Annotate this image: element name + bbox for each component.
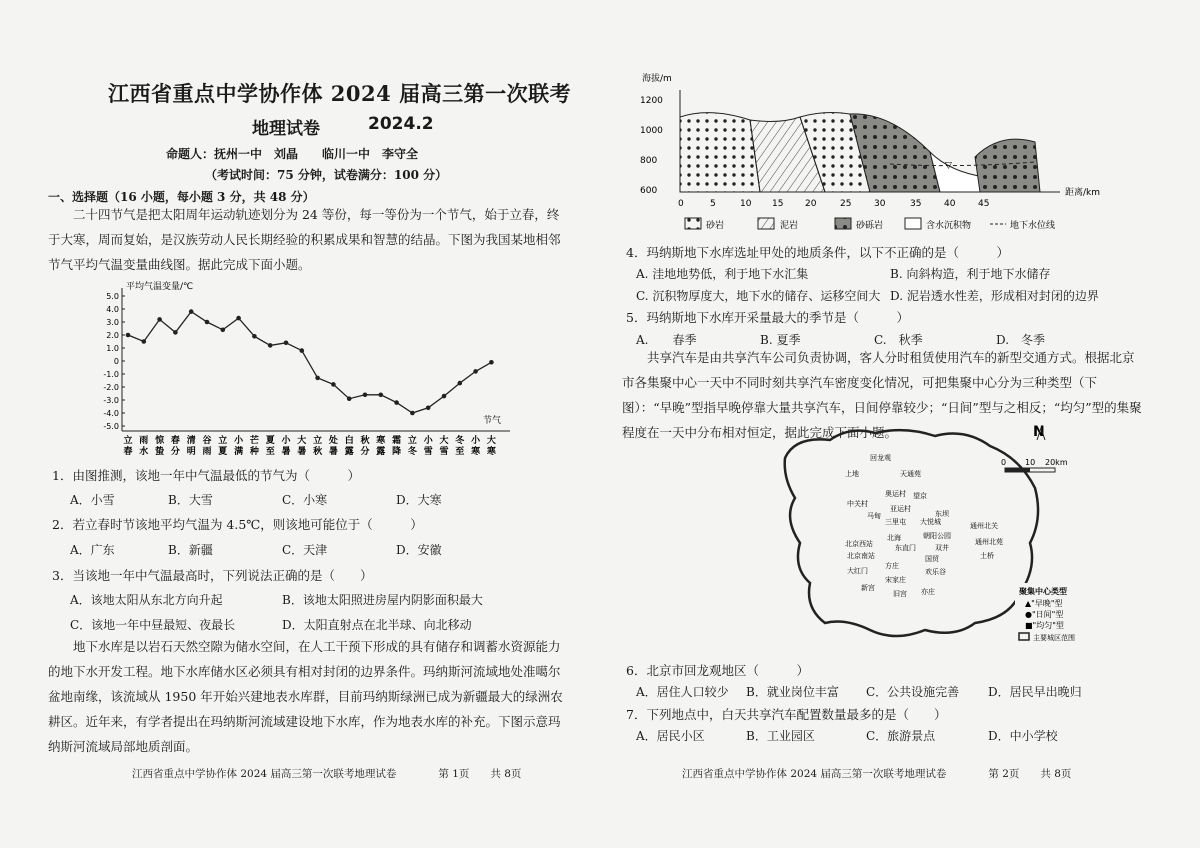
chart-data-point xyxy=(284,341,289,346)
svg-text:30: 30 xyxy=(874,199,886,209)
q6-option-d[interactable]: D．居民早出晚归 xyxy=(988,685,1082,699)
chart-y-tick-label: 4.0 xyxy=(106,305,119,314)
map-legend-title: 聚集中心类型 xyxy=(1019,587,1067,596)
profile-ytick-800: 800 xyxy=(640,156,658,166)
chart-x-tick-label: 小 xyxy=(281,436,291,446)
chart-data-point xyxy=(221,328,226,333)
chart-x-tick-label: 露 xyxy=(344,447,354,457)
profile-ytick-1000: 1000 xyxy=(640,126,663,136)
svg-text:亚运村: 亚运村 xyxy=(890,505,911,513)
q2-option-a[interactable]: A．广东 xyxy=(70,543,115,557)
chart-data-point xyxy=(331,382,336,387)
q6-option-c[interactable]: C．公共设施完善 xyxy=(866,685,960,699)
section-heading: 一、选择题（16 小题，每小题 3 分，共 48 分） xyxy=(48,190,315,204)
svg-text:北京西站: 北京西站 xyxy=(845,540,873,548)
q5-option-d[interactable]: D. 冬季 xyxy=(996,333,1046,347)
svg-text:奥运村: 奥运村 xyxy=(885,490,906,498)
chart-x-tick-label: 明 xyxy=(186,447,196,457)
exam-authors: 命题人：抚州一中 刘晶 临川一中 李守全 xyxy=(166,147,419,161)
question-7: 7．下列地点中，白天共享汽车配置数量最多的是（ ） xyxy=(626,707,947,722)
q7-option-a[interactable]: A．居民小区 xyxy=(636,729,705,743)
chart-x-tick-label: 谷 xyxy=(202,436,212,446)
svg-text:亦庄: 亦庄 xyxy=(921,588,935,596)
exam-info: （考试时间：75 分钟，试卷满分：100 分） xyxy=(205,168,448,182)
exam-title: 江西省重点中学协作体 2024 届高三第一次联考 xyxy=(108,81,572,106)
svg-text:天通苑: 天通苑 xyxy=(900,470,921,478)
profile-ytick-1200: 1200 xyxy=(640,96,663,106)
q7-option-c[interactable]: C．旅游景点 xyxy=(866,729,936,743)
chart-data-point xyxy=(173,330,178,335)
question-5: 5．玛纳斯地下水库开采量最大的季节是（ ） xyxy=(626,310,909,325)
q2-option-d[interactable]: D．安徽 xyxy=(396,543,442,557)
chart-y-tick-label: -5.0 xyxy=(103,422,119,431)
question-2: 2．若立春时节该地平均气温为 4.5℃，则该地可能位于（ ） xyxy=(52,517,423,532)
chart-xlabel: 节气 xyxy=(483,416,502,426)
chart-x-tick-label: 分 xyxy=(170,447,180,457)
q1-option-b[interactable]: B．大雪 xyxy=(168,493,213,507)
chart-y-tick-label: -3.0 xyxy=(103,396,119,405)
svg-text:10: 10 xyxy=(740,199,752,209)
chart-x-tick-label: 小 xyxy=(423,436,433,446)
svg-text:土桥: 土桥 xyxy=(980,552,994,560)
chart-ylabel: 平均气温变量/℃ xyxy=(126,282,194,292)
q7-option-d[interactable]: D．中小学校 xyxy=(988,729,1058,743)
chart-x-ticks xyxy=(123,434,495,457)
chart-x-tick-label: 降 xyxy=(392,447,402,457)
exam-subtitle: 地理试卷 xyxy=(252,119,320,139)
chart-x-tick-label: 寒 xyxy=(486,447,496,457)
chart-x-tick-label: 夏 xyxy=(265,436,275,446)
chart-x-tick-label: 暑 xyxy=(328,447,338,457)
q3-option-a[interactable]: A．该地太阳从东北方向升起 xyxy=(70,593,223,607)
chart-data-point xyxy=(252,334,257,339)
chart-x-tick-label: 立 xyxy=(123,436,133,446)
chart-x-tick-label: 雪 xyxy=(439,447,449,457)
q4-option-c[interactable]: C. 沉积物厚度大，地下水的储存、运移空间大 xyxy=(636,289,881,303)
q1-option-c[interactable]: C．小寒 xyxy=(282,493,328,507)
legend-morning-evening: ▲"早晚"型 xyxy=(1025,599,1063,608)
chart-x-tick-label: 寒 xyxy=(376,436,386,446)
svg-text:北京南站: 北京南站 xyxy=(847,552,875,560)
profile-ylabel: 海拔/m xyxy=(642,74,672,84)
chart-data-point xyxy=(363,393,368,398)
svg-text:20km: 20km xyxy=(1045,458,1068,467)
svg-text:欢乐谷: 欢乐谷 xyxy=(925,568,946,576)
legend-conglomerate: 砂砾岩 xyxy=(856,221,884,231)
svg-text:北海: 北海 xyxy=(887,534,901,542)
chart-data-point xyxy=(268,343,273,348)
page-2 xyxy=(600,0,1200,848)
chart-x-tick-label: 立 xyxy=(218,436,228,446)
chart-x-tick-label: 分 xyxy=(360,447,370,457)
chart-x-tick-label: 大 xyxy=(439,436,449,446)
chart-x-tick-label: 小 xyxy=(471,436,481,446)
chart-data-point xyxy=(442,394,447,399)
chart-y-tick-label: 1.0 xyxy=(106,344,119,353)
legend-water-table: 地下水位线 xyxy=(1010,221,1056,231)
q4-option-b[interactable]: B. 向斜构造，利于地下水储存 xyxy=(890,267,1051,281)
chart-x-tick-label: 霜 xyxy=(392,436,402,446)
chart-data-point xyxy=(473,369,478,374)
chart-data-point xyxy=(189,309,194,314)
q3-option-c[interactable]: C．该地一年中昼最短、夜最长 xyxy=(70,618,236,632)
chart-y-tick-label: 2.0 xyxy=(106,331,119,340)
svg-text:10: 10 xyxy=(1025,458,1036,467)
chart-x-tick-label: 雪 xyxy=(423,447,433,457)
chart-x-tick-label: 惊 xyxy=(155,436,165,446)
svg-text:大悦城: 大悦城 xyxy=(920,518,941,526)
map-place-labels xyxy=(845,453,1003,598)
solar-term-temperature-chart xyxy=(90,280,530,465)
page-2-footer: 江西省重点中学协作体 2024 届高三第一次联考地理试卷 第 2页 共 8页 xyxy=(682,768,1072,780)
chart-x-tick-label: 蛰 xyxy=(155,447,165,457)
question-6: 6．北京市回龙观地区（ ） xyxy=(626,663,809,678)
chart-x-tick-label: 处 xyxy=(328,436,338,446)
svg-text:45: 45 xyxy=(978,199,990,209)
svg-text:大红门: 大红门 xyxy=(847,567,868,575)
profile-xlabel: 距离/km xyxy=(1065,188,1101,198)
svg-text:中关村: 中关村 xyxy=(847,500,868,508)
legend-daytime: ●"日间"型 xyxy=(1025,610,1064,619)
svg-text:新宫: 新宫 xyxy=(861,584,875,592)
chart-x-tick-label: 暑 xyxy=(297,447,307,457)
q2-option-b[interactable]: B．新疆 xyxy=(168,543,213,557)
svg-text:旧宫: 旧宫 xyxy=(893,590,907,598)
chart-x-tick-label: 立 xyxy=(407,436,417,446)
chart-x-tick-label: 春 xyxy=(170,436,180,446)
intro-paragraph: 二十四节气是把太阳周年运动轨迹划分为 24 等份，每一等份为一个节气，始于立春，终于大寒，周而复始，是汉族劳动人民长期经验的积累成果和智慧的结晶。下图为我国某地相邻节气平均气温变量曲线图。据此完成下面小题。 xyxy=(48,207,561,272)
svg-text:东坝: 东坝 xyxy=(935,510,949,518)
svg-text:方庄: 方庄 xyxy=(885,562,899,570)
geological-profile-diagram xyxy=(640,72,1160,262)
svg-text:35: 35 xyxy=(910,199,922,209)
chart-data-point xyxy=(236,316,241,321)
q6-option-b[interactable]: B．就业岗位丰富 xyxy=(746,685,839,699)
north-arrow-icon: N xyxy=(1033,424,1045,440)
chart-x-tick-label: 大 xyxy=(486,436,496,446)
svg-text:宋家庄: 宋家庄 xyxy=(885,576,906,584)
chart-x-tick-label: 冬 xyxy=(407,447,417,457)
q6-option-a[interactable]: A．居住人口较少 xyxy=(636,685,729,699)
chart-data-point xyxy=(347,396,352,401)
chart-x-tick-label: 种 xyxy=(249,447,259,457)
chart-x-tick-label: 小 xyxy=(234,436,244,446)
q7-option-b[interactable]: B．工业园区 xyxy=(746,729,815,743)
q3-option-d[interactable]: D．太阳直射点在北半球、向北移动 xyxy=(282,618,472,632)
profile-ytick-600: 600 xyxy=(640,186,658,196)
chart-x-tick-label: 芒 xyxy=(249,436,259,446)
svg-text:双井: 双井 xyxy=(935,544,949,552)
chart-y-tick-label: 3.0 xyxy=(106,318,119,327)
svg-text:15: 15 xyxy=(772,199,784,209)
groundwater-paragraph: 地下水库是以岩石天然空隙为储水空间，在人工干预下形成的具有储存和调蓄水资源能力的地下水开发工程。地下水库储水区必须具有相对封闭的边界条件。玛纳斯河流域地处准噶尔盆地南缘，该流域从 1950 年开始兴建地表水库群，目前玛纳斯绿洲已成为新疆最大的绿洲农耕区。近年来，有学者提出在玛纳斯河流域建设地下水库，作为地表水库的补充。下图示意玛纳斯河流域局部地质剖面。 xyxy=(48,639,563,754)
legend-mudstone: 泥岩 xyxy=(780,221,799,231)
chart-data-point xyxy=(142,339,147,344)
svg-text:0: 0 xyxy=(1001,458,1007,467)
car-sharing-paragraph: 共享汽车是由共享汽车公司负责协调，客人分时租赁使用汽车的新型交通方式。根据北京市各集聚中心一天中不同时刻共享汽车密度变化情况，可把集聚中心分为三种类型（下图）：“早晚”型指早晚停靠大量共享汽车，日间停靠较少；“日间”型与之相反；“均匀”型的集聚程度在一天中分布相对恒定，据此完成下面小题。 xyxy=(622,350,1142,440)
svg-text:上地: 上地 xyxy=(845,470,859,478)
chart-x-tick-label: 暑 xyxy=(281,447,291,457)
svg-text:东直门: 东直门 xyxy=(895,544,916,552)
question-3: 3．当该地一年中气温最高时，下列说法正确的是（ ） xyxy=(52,568,373,583)
question-1: 1．由图推测，该地一年中气温最低的节气为（ ） xyxy=(52,468,360,483)
svg-text:国贸: 国贸 xyxy=(925,555,939,563)
chart-data-point xyxy=(126,333,131,338)
chart-x-tick-label: 至 xyxy=(455,447,465,457)
chart-data-point xyxy=(458,381,463,386)
legend-sandstone: 砂岩 xyxy=(706,221,725,231)
chart-data-point xyxy=(157,317,162,322)
legend-aquifer-sediment: 含水沉积物 xyxy=(926,221,972,231)
chart-x-tick-label: 冬 xyxy=(455,436,465,446)
svg-text:望京: 望京 xyxy=(913,492,927,500)
chart-x-tick-label: 寒 xyxy=(471,447,481,457)
svg-text:20: 20 xyxy=(805,199,817,209)
svg-text:0: 0 xyxy=(678,199,684,209)
q4-option-d[interactable]: D. 泥岩透水性差，形成相对封闭的边界 xyxy=(890,289,1099,303)
svg-text:马甸: 马甸 xyxy=(867,512,881,520)
chart-data-point xyxy=(394,400,399,405)
chart-data-point xyxy=(489,360,494,365)
q5-option-b[interactable]: B. 夏季 xyxy=(760,333,801,347)
svg-text:三里屯: 三里屯 xyxy=(885,518,906,526)
svg-text:通州北关: 通州北关 xyxy=(970,522,998,530)
q3-option-b[interactable]: B．该地太阳照进房屋内阴影面积最大 xyxy=(282,593,483,607)
svg-text:回龙观: 回龙观 xyxy=(870,454,891,462)
chart-x-tick-label: 白 xyxy=(344,436,354,446)
chart-x-tick-label: 至 xyxy=(265,447,275,457)
svg-text:5: 5 xyxy=(710,199,716,209)
q1-option-a[interactable]: A．小雪 xyxy=(70,493,115,507)
chart-y-tick-label: -4.0 xyxy=(103,409,119,418)
svg-text:▽: ▽ xyxy=(945,161,952,171)
chart-y-tick-label: 0 xyxy=(113,357,119,366)
chart-data-point xyxy=(205,320,210,325)
chart-x-tick-label: 露 xyxy=(376,447,386,457)
q1-option-d[interactable]: D．大寒 xyxy=(396,493,442,507)
chart-x-tick-label: 秋 xyxy=(313,447,323,457)
legend-urban-area: 主要城区范围 xyxy=(1033,634,1075,642)
chart-x-tick-label: 夏 xyxy=(218,447,228,457)
svg-text:40: 40 xyxy=(944,199,956,209)
q2-option-c[interactable]: C．天津 xyxy=(282,543,328,557)
chart-data-point xyxy=(426,406,431,411)
svg-text:25: 25 xyxy=(840,199,852,209)
chart-y-tick-label: -2.0 xyxy=(103,383,119,392)
chart-data-point xyxy=(379,393,384,398)
svg-text:朝阳公园: 朝阳公园 xyxy=(923,532,951,540)
beijing-car-sharing-map xyxy=(775,418,1120,653)
chart-y-tick-label: 5.0 xyxy=(106,292,119,301)
legend-uniform: ■"均匀"型 xyxy=(1025,621,1064,630)
chart-x-tick-label: 秋 xyxy=(360,436,370,446)
chart-x-tick-label: 春 xyxy=(123,447,133,457)
chart-x-tick-label: 清 xyxy=(186,436,196,446)
chart-x-tick-label: 雨 xyxy=(139,436,149,446)
chart-x-tick-label: 雨 xyxy=(202,447,212,457)
chart-x-tick-label: 大 xyxy=(297,436,307,446)
chart-data-point xyxy=(300,348,305,353)
chart-data-point xyxy=(410,411,415,416)
exam-date: 2024.2 xyxy=(368,114,434,134)
page-1-footer: 江西省重点中学协作体 2024 届高三第一次联考地理试卷 第 1页 共 8页 xyxy=(132,768,522,780)
chart-x-tick-label: 立 xyxy=(313,436,323,446)
svg-text:通州北苑: 通州北苑 xyxy=(975,538,1003,546)
q5-option-c[interactable]: C. 秋季 xyxy=(874,333,923,347)
q4-option-a[interactable]: A. 洼地地势低，利于地下水汇集 xyxy=(636,267,809,281)
chart-data-point xyxy=(315,376,320,381)
chart-x-tick-label: 满 xyxy=(234,447,244,457)
question-4: 4．玛纳斯地下水库选址甲处的地质条件，以下不正确的是（ ） xyxy=(626,245,1009,260)
q5-option-a[interactable]: A. 春季 xyxy=(636,333,697,347)
chart-x-tick-label: 水 xyxy=(139,447,149,457)
chart-y-tick-label: -1.0 xyxy=(103,370,119,379)
temperature-series-line xyxy=(128,312,491,413)
